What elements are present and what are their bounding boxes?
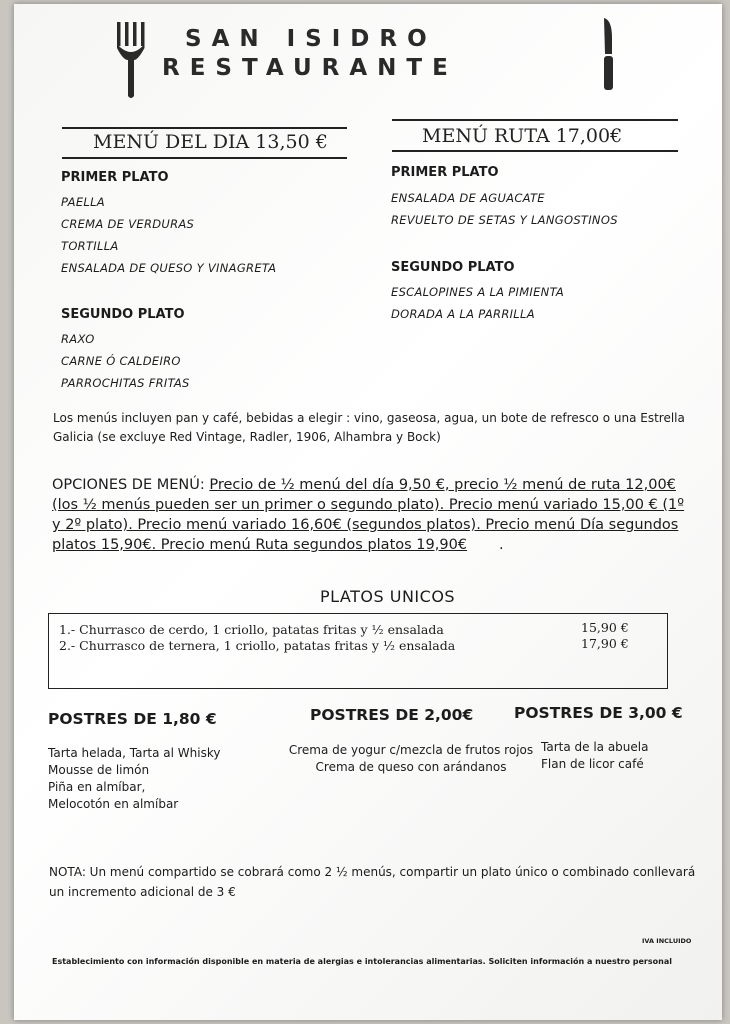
includes-line: Los menús incluyen pan y café, bebidas a elegir : vino, gaseosa, agua, un bote de refresco o una Estrella: [53, 411, 685, 425]
options-dot: .: [499, 537, 504, 553]
postres-title: POSTRES DE 1,80 €: [48, 710, 217, 728]
dish-item: PARROCHITAS FRITAS: [61, 376, 190, 390]
dish-item: RAXO: [61, 332, 95, 346]
knife-icon: [596, 16, 618, 92]
menu-dia-title: MENÚ DEL DIA 13,50 €: [93, 131, 328, 153]
iva-incluido: IVA INCLUIDO: [642, 937, 692, 945]
dish-item: CREMA DE VERDURAS: [61, 217, 195, 231]
menu-ruta-primer-label: PRIMER PLATO: [391, 165, 499, 180]
dish-item: DORADA A LA PARRILLA: [391, 307, 535, 321]
plato-name: 1.- Churrasco de cerdo, 1 criollo, patatas fritas y ½ ensalada: [59, 622, 444, 637]
postre-item: Piña en almíbar,: [48, 780, 146, 794]
postre-item: Melocotón en almíbar: [48, 797, 179, 811]
dish-item: CARNE Ó CALDEIRO: [61, 354, 181, 368]
shared-menu-note: NOTA: Un menú compartido se cobrará como 2 ½ menús, compartir un plato único o combinado conllevará un incremento adicional de 3 €: [49, 865, 696, 899]
restaurant-subtitle: RESTAURANTE: [162, 55, 458, 81]
divider: [62, 157, 347, 159]
dish-item: TORTILLA: [61, 239, 119, 253]
plato-price: 15,90 €: [581, 620, 629, 635]
divider: [392, 119, 678, 121]
menu-options-text: [52, 475, 692, 555]
dish-item: ESCALOPINES A LA PIMIENTA: [391, 285, 565, 299]
postre-item: Crema de yogur c/mezcla de frutos rojos: [288, 743, 534, 757]
postre-list: [48, 745, 220, 813]
plato-name: 2.- Churrasco de ternera, 1 criollo, patatas fritas y ½ ensalada: [59, 638, 456, 653]
allergen-info: Establecimiento con información disponible en materia de alergias e intolerancias alimentarias. Soliciten información a nuestro personal: [52, 957, 672, 966]
postre-item: Tarta helada, Tarta al Whisky: [48, 746, 221, 760]
menu-dia-primer-label: PRIMER PLATO: [61, 170, 169, 185]
includes-line: Galicia (se excluye Red Vintage, Radler, 1906, Alhambra y Bock): [53, 430, 441, 444]
menu-dia-segundo-label: SEGUNDO PLATO: [61, 307, 185, 322]
dish-item: PAELLA: [61, 195, 105, 209]
platos-unicos-title: PLATOS UNICOS: [320, 587, 456, 606]
postre-item: Flan de licor café: [541, 757, 644, 771]
divider: [62, 127, 347, 129]
dish-item: REVUELTO DE SETAS Y LANGOSTINOS: [391, 213, 618, 227]
postre-list: [541, 739, 648, 773]
postre-item: Tarta de la abuela: [541, 740, 649, 754]
menu-ruta-title: MENÚ RUTA 17,00€: [422, 125, 623, 147]
postres-title: POSTRES DE 3,00 €: [514, 704, 683, 722]
options-prices: Precio de ½ menú del día 9,50 €, precio ½ menú de ruta 12,00€ (los ½ menús pueden ser un primer o segundo plato). Precio menú variado 15,00 € (1º y 2º plato). Precio menú variado 16,60€ (segundos platos). Precio menú Día segundos platos 15,90€. Precio menú Ruta segundos platos 19,90€: [52, 477, 685, 553]
divider: [392, 150, 678, 152]
menu-ruta-segundo-label: SEGUNDO PLATO: [391, 260, 515, 275]
dish-item: ENSALADA DE QUESO Y VINAGRETA: [61, 261, 277, 275]
postres-title: POSTRES DE 2,00€: [310, 706, 474, 724]
plato-price: 17,90 €: [581, 636, 629, 651]
postre-list: [288, 742, 534, 776]
fork-icon: [116, 20, 146, 100]
options-label: OPCIONES DE MENÚ:: [52, 477, 210, 493]
restaurant-name: SAN ISIDRO: [185, 26, 437, 52]
menu-includes-text: [53, 409, 703, 447]
postre-item: Crema de queso con arándanos: [315, 760, 507, 774]
postre-item: Mousse de limón: [48, 763, 150, 777]
dish-item: ENSALADA DE AGUACATE: [391, 191, 545, 205]
